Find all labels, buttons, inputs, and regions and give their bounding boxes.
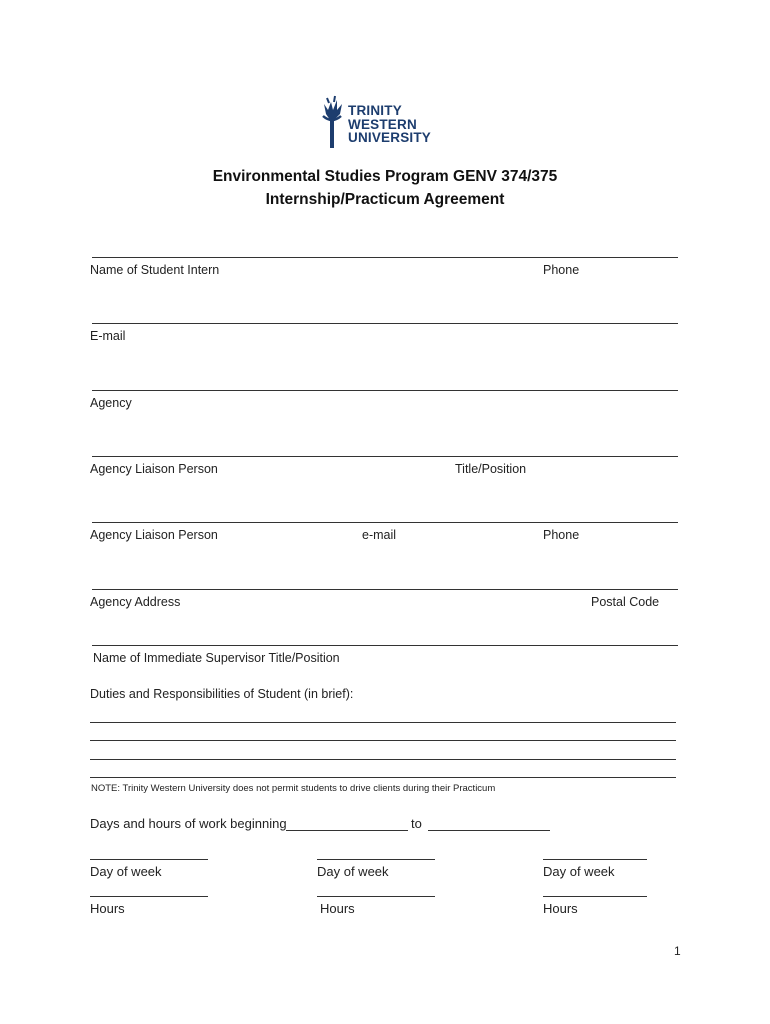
postal-code-label: Postal Code	[591, 595, 660, 609]
agency-address-label: Agency Address	[90, 595, 181, 609]
day-of-week-line-3[interactable]	[543, 859, 647, 860]
days-hours-label: Days and hours of work beginning	[90, 816, 287, 831]
logo-line-2: WESTERN	[348, 116, 417, 132]
page-title: Environmental Studies Program GENV 374/375	[212, 168, 558, 185]
agency-label: Agency	[90, 396, 132, 410]
hours-line-1[interactable]	[90, 896, 208, 897]
logo-line-3: UNIVERSITY	[348, 130, 432, 145]
hours-label-1: Hours	[90, 901, 125, 916]
supervisor-label: Name of Immediate Supervisor Title/Position	[93, 651, 340, 665]
logo-wordmark	[348, 104, 431, 145]
student-name-line[interactable]	[92, 257, 678, 258]
day-of-week-label-3: Day of week	[543, 864, 615, 879]
email-line[interactable]	[92, 323, 678, 324]
page-number: 1	[674, 944, 681, 958]
liaison-email-label: e-mail	[362, 528, 397, 542]
hours-label-3: Hours	[543, 901, 578, 916]
hours-label-2: Hours	[320, 901, 355, 916]
liaison-contact-line[interactable]	[92, 522, 678, 523]
liaison-label-2: Agency Liaison Person	[90, 528, 218, 542]
student-name-label: Name of Student Intern	[90, 263, 220, 277]
day-of-week-label-2: Day of week	[317, 864, 389, 879]
duties-line[interactable]	[90, 759, 676, 760]
day-of-week-line-2[interactable]	[317, 859, 435, 860]
liaison-label-1: Agency Liaison Person	[90, 462, 218, 476]
agency-line[interactable]	[92, 390, 678, 391]
duties-line[interactable]	[90, 740, 676, 741]
hours-line-2[interactable]	[317, 896, 435, 897]
page-subtitle: Internship/Practicum Agreement	[265, 191, 505, 208]
duties-line[interactable]	[90, 777, 676, 778]
phone-label: Phone	[543, 263, 580, 277]
to-label: to	[411, 816, 422, 831]
supervisor-line[interactable]	[92, 645, 678, 646]
duties-line[interactable]	[90, 722, 676, 723]
title-position-label: Title/Position	[455, 462, 527, 476]
agency-address-line[interactable]	[92, 589, 678, 590]
duties-label: Duties and Responsibilities of Student (in brief):	[90, 687, 354, 701]
day-of-week-line-1[interactable]	[90, 859, 208, 860]
email-label: E-mail	[90, 329, 126, 343]
hours-line-3[interactable]	[543, 896, 647, 897]
day-of-week-label-1: Day of week	[90, 864, 162, 879]
practicum-note: NOTE: Trinity Western University does not permit students to drive clients during their Practicum	[91, 783, 496, 794]
start-date-line[interactable]	[286, 830, 408, 831]
end-date-line[interactable]	[428, 830, 550, 831]
torch-flame-logo-icon	[318, 94, 346, 150]
liaison-phone-label: Phone	[543, 528, 580, 542]
logo-line-1: TRINITY	[348, 103, 402, 118]
university-logo	[318, 94, 458, 150]
liaison-title-line[interactable]	[92, 456, 678, 457]
